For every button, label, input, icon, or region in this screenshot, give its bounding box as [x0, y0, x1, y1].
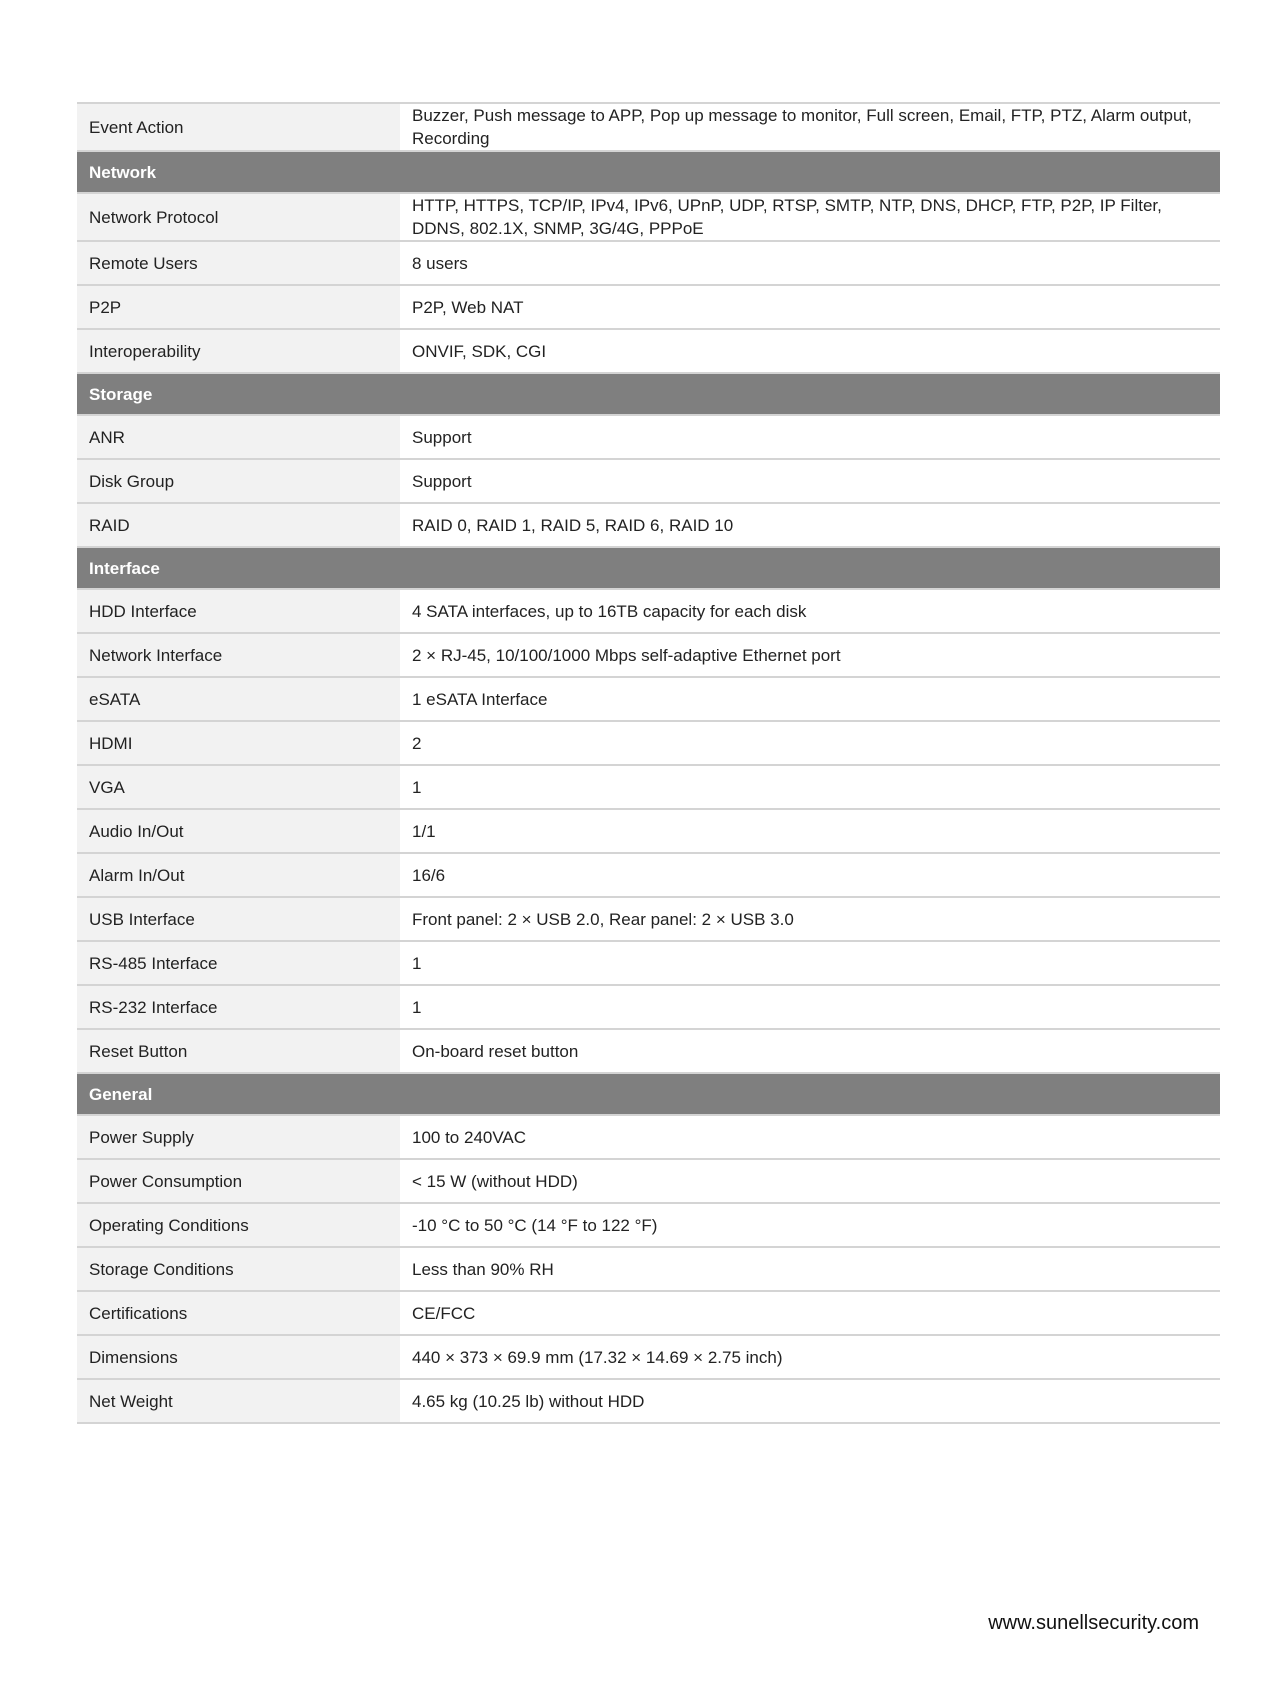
spec-label: Operating Conditions — [77, 1203, 400, 1247]
table-row — [77, 1029, 1220, 1073]
spec-label: P2P — [77, 285, 400, 329]
spec-label: ANR — [77, 415, 400, 459]
table-row — [77, 809, 1220, 853]
spec-value: 2 × RJ-45, 10/100/1000 Mbps self-adaptive Ethernet port — [400, 633, 1220, 677]
spec-value: -10 °C to 50 °C (14 °F to 122 °F) — [400, 1203, 1220, 1247]
spec-label: Audio In/Out — [77, 809, 400, 853]
spec-label: Network Interface — [77, 633, 400, 677]
spec-label: RS-232 Interface — [77, 985, 400, 1029]
spec-value: 1 — [400, 985, 1220, 1029]
spec-label: Power Consumption — [77, 1159, 400, 1203]
section-header — [77, 373, 1220, 415]
table-row — [77, 285, 1220, 329]
section-title: Interface — [77, 547, 1220, 589]
spec-value: 100 to 240VAC — [400, 1115, 1220, 1159]
spec-label: Reset Button — [77, 1029, 400, 1073]
table-row — [77, 941, 1220, 985]
table-row — [77, 459, 1220, 503]
spec-value: Support — [400, 415, 1220, 459]
spec-label: Alarm In/Out — [77, 853, 400, 897]
spec-label: eSATA — [77, 677, 400, 721]
spec-value: 4 SATA interfaces, up to 16TB capacity for each disk — [400, 589, 1220, 633]
table-row — [77, 765, 1220, 809]
section-header — [77, 1073, 1220, 1115]
section-title: Network — [77, 151, 1220, 193]
spec-value: Front panel: 2 × USB 2.0, Rear panel: 2 × USB 3.0 — [400, 897, 1220, 941]
table-row — [77, 985, 1220, 1029]
spec-value: CE/FCC — [400, 1291, 1220, 1335]
spec-label: Remote Users — [77, 241, 400, 285]
spec-label: Network Protocol — [77, 193, 400, 241]
spec-value: P2P, Web NAT — [400, 285, 1220, 329]
spec-value: 1 — [400, 765, 1220, 809]
spec-label: VGA — [77, 765, 400, 809]
spec-label: Power Supply — [77, 1115, 400, 1159]
spec-value: On-board reset button — [400, 1029, 1220, 1073]
spec-value: 1 eSATA Interface — [400, 677, 1220, 721]
spec-value: RAID 0, RAID 1, RAID 5, RAID 6, RAID 10 — [400, 503, 1220, 547]
table-row — [77, 1291, 1220, 1335]
spec-label: Certifications — [77, 1291, 400, 1335]
spec-label: HDMI — [77, 721, 400, 765]
spec-value: 1/1 — [400, 809, 1220, 853]
table-row — [77, 1379, 1220, 1423]
spec-label: USB Interface — [77, 897, 400, 941]
table-row — [77, 193, 1220, 241]
table-row — [77, 1159, 1220, 1203]
spec-value: 8 users — [400, 241, 1220, 285]
section-title: Storage — [77, 373, 1220, 415]
spec-label: RAID — [77, 503, 400, 547]
spec-table-body — [77, 103, 1220, 1423]
spec-value: 2 — [400, 721, 1220, 765]
spec-value: HTTP, HTTPS, TCP/IP, IPv4, IPv6, UPnP, UDP, RTSP, SMTP, NTP, DNS, DHCP, FTP, P2P, IP Filter, DDNS, 802.1X, SNMP, 3G/4G, PPPoE — [400, 193, 1220, 241]
spec-table — [77, 102, 1220, 1424]
table-row — [77, 103, 1220, 151]
table-row — [77, 589, 1220, 633]
section-header — [77, 151, 1220, 193]
spec-label: Net Weight — [77, 1379, 400, 1423]
table-row — [77, 1247, 1220, 1291]
table-row — [77, 1115, 1220, 1159]
spec-value: 4.65 kg (10.25 lb) without HDD — [400, 1379, 1220, 1423]
spec-label: Event Action — [77, 103, 400, 151]
spec-value: < 15 W (without HDD) — [400, 1159, 1220, 1203]
spec-label: Interoperability — [77, 329, 400, 373]
spec-value: 16/6 — [400, 853, 1220, 897]
table-row — [77, 329, 1220, 373]
spec-value: Less than 90% RH — [400, 1247, 1220, 1291]
table-row — [77, 503, 1220, 547]
footer-website[interactable]: www.sunellsecurity.com — [988, 1612, 1199, 1634]
spec-value: Buzzer, Push message to APP, Pop up message to monitor, Full screen, Email, FTP, PTZ, Alarm output, Recording — [400, 103, 1220, 151]
spec-label: Dimensions — [77, 1335, 400, 1379]
table-row — [77, 633, 1220, 677]
table-row — [77, 415, 1220, 459]
spec-value: 440 × 373 × 69.9 mm (17.32 × 14.69 × 2.75 inch) — [400, 1335, 1220, 1379]
spec-label: HDD Interface — [77, 589, 400, 633]
table-row — [77, 677, 1220, 721]
table-row — [77, 1203, 1220, 1247]
table-row — [77, 853, 1220, 897]
table-row — [77, 721, 1220, 765]
spec-label: Disk Group — [77, 459, 400, 503]
spec-value: 1 — [400, 941, 1220, 985]
table-row — [77, 241, 1220, 285]
section-title: General — [77, 1073, 1220, 1115]
table-row — [77, 1335, 1220, 1379]
table-row — [77, 897, 1220, 941]
spec-value: ONVIF, SDK, CGI — [400, 329, 1220, 373]
section-header — [77, 547, 1220, 589]
spec-value: Support — [400, 459, 1220, 503]
spec-label: RS-485 Interface — [77, 941, 400, 985]
spec-label: Storage Conditions — [77, 1247, 400, 1291]
